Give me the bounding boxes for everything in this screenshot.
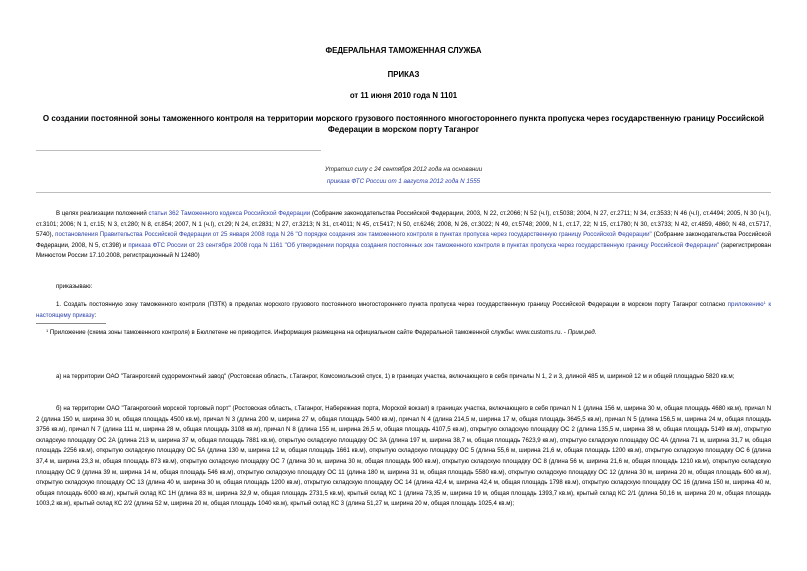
preamble-text: (Собрание законодательства Российской Федерации, 2008, N 5, ст.398) и — [36, 231, 771, 249]
item-b: б) на территории ОАО "Таганрогский морской торговый порт" (Ростовская область, г.Таганрог, Набережная порта, Морской вокзал) в границах участка, включающего в себя причал N 1 (длина 156 м, ширина 30 м, общая площадь 4680 кв.м), причал N 2 (длина 150 м, ширина 30 м, общая площадь 4500 кв.м), причал N 3 (длина 200 м, ширина 27 м, общая площадь 5400 кв.м), причал N 4 (длина 214,5 м, ширина 17 м, общая площадь 3645,5 кв.м), причал N 5 (длина 156,5 м, ширина 24 м, общая площадь 3756 кв.м), причал N 7 (длина 111 м, ширина 28 м, общая площадь 3108 кв.м), причал N 8 (длина 155 м, ширина 26,5 м, общая площадь 4107,5 кв.м), открытую складскую площадку ОС 2 (длина 135,5 м, ширина 38 м, общая площадь 5149 кв.м), открытую складскую площадку ОС 2А (длина 213 м, ширина 37 м, общая площадь 7881 кв.м), открытую складскую площадку ОС 3А (длина 197 м, ширина 38,7 м, общая площадь 7623,9 кв.м), открытую складскую площадку ОС 4А (длина 71 м, ширина 31,7 м, общая площадь 2256 кв.м), открытую складскую площадку ОС 5А (длина 130 м, ширина 12 м, общая площадь 1661 кв.м), открытую складскую площадку ОС 5 (длина 55,6 м, ширина 21,6 м, общая площадь 1200 кв.м), открытую складскую площадку ОС 6 (длина 37,4 м, ширина 23,3 м, общая площадь 873 кв.м), открытую складскую площадку ОС 7 (длина 30 м, ширина 30 м, общая площадь 900 кв.м), открытую складскую площадку ОС 8 (длина 56 м, ширина 21,6 м, общая площадь 1210 кв.м), открытую складскую площадку ОС 9 (длина 39 м, ширина 14 м, общая площадь 546 кв.м), открытую складскую площадку ОС 11 (длина 180 м, ширина 31 м, общая площадь 5580 кв.м), открытую складскую площадку ОС 12 (длина 30 м, ширина 20 м, общая площадь 600 кв.м), открытую складскую площадку ОС 13 (длина 40 м, ширина 30 м, общая площадь 1200 кв.м), открытую складскую площадку ОС 14 (длина 42,4 м, ширина 42,4 м, общая площадь 1798 кв.м), открытую складскую площадку ОС 16 (длина 150 м, ширина 40 м, общая площадь 6000 кв.м), крытый склад КС 1Н (длина 83 м, ширина 32,9 м, общая площадь 2731,5 кв.м), крытый склад КС 1 (длина 73,35 м, ширина 19 м, общая площадь 1393,7 кв.м), крытый склад КС 2/1 (длина 50,16 м, ширина 20 м, общая площадь 1003,2 кв.м), крытый склад КС 2/2 (длина 52 м, ширина 20 м, общая площадь 1040 кв.м), крытый склад КС 3 (длина 51,27 м, ширина 20 м, общая площадь 1025,4 кв.м); — [36, 405, 771, 508]
preamble-text: (зарегистрирован Минюстом России 17.10.2008, регистрационный N 12480) — [36, 241, 771, 260]
agency-name: ФЕДЕРАЛЬНАЯ ТАМОЖЕННАЯ СЛУЖБА — [325, 46, 482, 55]
status-note — [36, 164, 771, 188]
preamble-text: (Собрание законодательства Российской Федерации, 2003, N 22, ст.2066; N 52 (ч.I), ст.5038; 2004, N 27, ст.2711; N 34, ст.3533; N 46 (ч.I), ст.4494; 2005, N 30 (ч.I), ст.3101; 2006; N 1, ст.15; N 3, ст.280; N 8, ст.854; 2007, N 1 (ч.I), ст.29; N 24, ст.2831; N 27, ст.3213; N 31, ст.4011; N 45, ст.5417; N 50, ст.6246; 2008, N 26, ст.3022; N 49, ст.5748; 2009, N 1, ст.17, 22; N 15, ст.1780; N 30, ст.3733; N 42, ст.4859, 4860; N 48, ст.5717, 5740), — [36, 210, 771, 239]
link-fts-order-1161[interactable]: приказа ФТС России от 23 сентября 2008 года N 1161 "Об утверждении порядка создания постоянных зон таможенного контроля в пунктах пропуска через государственную границу Российской Федерации" — [128, 241, 720, 249]
footnote-divider — [36, 323, 106, 324]
footnote-editor-note: Прим.ред. — [567, 329, 597, 336]
link-customs-code-art-362[interactable]: статьи 362 Таможенного кодекса Российской Федерации — [148, 210, 311, 217]
footnote-ref[interactable]: 1 — [763, 300, 766, 305]
item-a: а) на территории ОАО "Таганрогский судоремонтный завод" (Ростовская область, г.Таганрог, Комсомольский спуск, 1) в границах участка, включающего в себя причалы N 1, 2 и 3, длиной 485 м, шириной 12 м и общей площадью 5820 кв.м; — [56, 373, 735, 380]
preamble-paragraph — [36, 209, 771, 262]
link-government-resolution-26[interactable]: постановления Правительства Российской Федерации от 25 января 2008 года N 26 "О порядке создания зон таможенного контроля в пунктах пропуска через государственную границу Российской Федерации" — [55, 231, 652, 239]
order-word: приказываю: — [56, 283, 93, 290]
clause-1 — [36, 298, 771, 321]
status-divider — [36, 192, 771, 193]
clause-1-text: 1. Создать постоянную зону таможенного контроля (ПЗТК) в пределах морского грузового постоянного многостороннего пункта пропуска через государственную границу Российской Федерации в морском порту Таганрог согласно — [56, 301, 728, 308]
footnote — [46, 326, 596, 338]
footnote-mark: 1 — [46, 328, 49, 333]
link-this-order[interactable]: к настоящему приказу — [36, 301, 771, 319]
clause-1-text: : — [94, 311, 97, 319]
document-date-number: от 11 июня 2010 года N 1101 — [349, 91, 458, 100]
title-divider — [36, 150, 321, 151]
link-appendix[interactable]: приложению — [727, 301, 764, 308]
status-link[interactable]: приказа ФТС России от 1 августа 2012 года N 1555 — [326, 178, 481, 185]
status-line: Утратил силу с 24 сентября 2012 года на основании — [324, 166, 483, 173]
preamble-text: В целях реализации положений — [56, 210, 149, 217]
document-title: О создании постоянной зоны таможенного контроля на территории морского грузового постоянного многостороннего пункта пропуска через государственную границу Российской Федерации в морском порту Таганрог — [42, 114, 765, 134]
footnote-text: Приложение (схема зоны таможенного контроля) в Бюллетене не приводится. Информация размещена на официальном сайте Федеральной таможенной службы: www.customs.ru. - — [48, 329, 568, 336]
document-type: ПРИКАЗ — [387, 70, 420, 79]
